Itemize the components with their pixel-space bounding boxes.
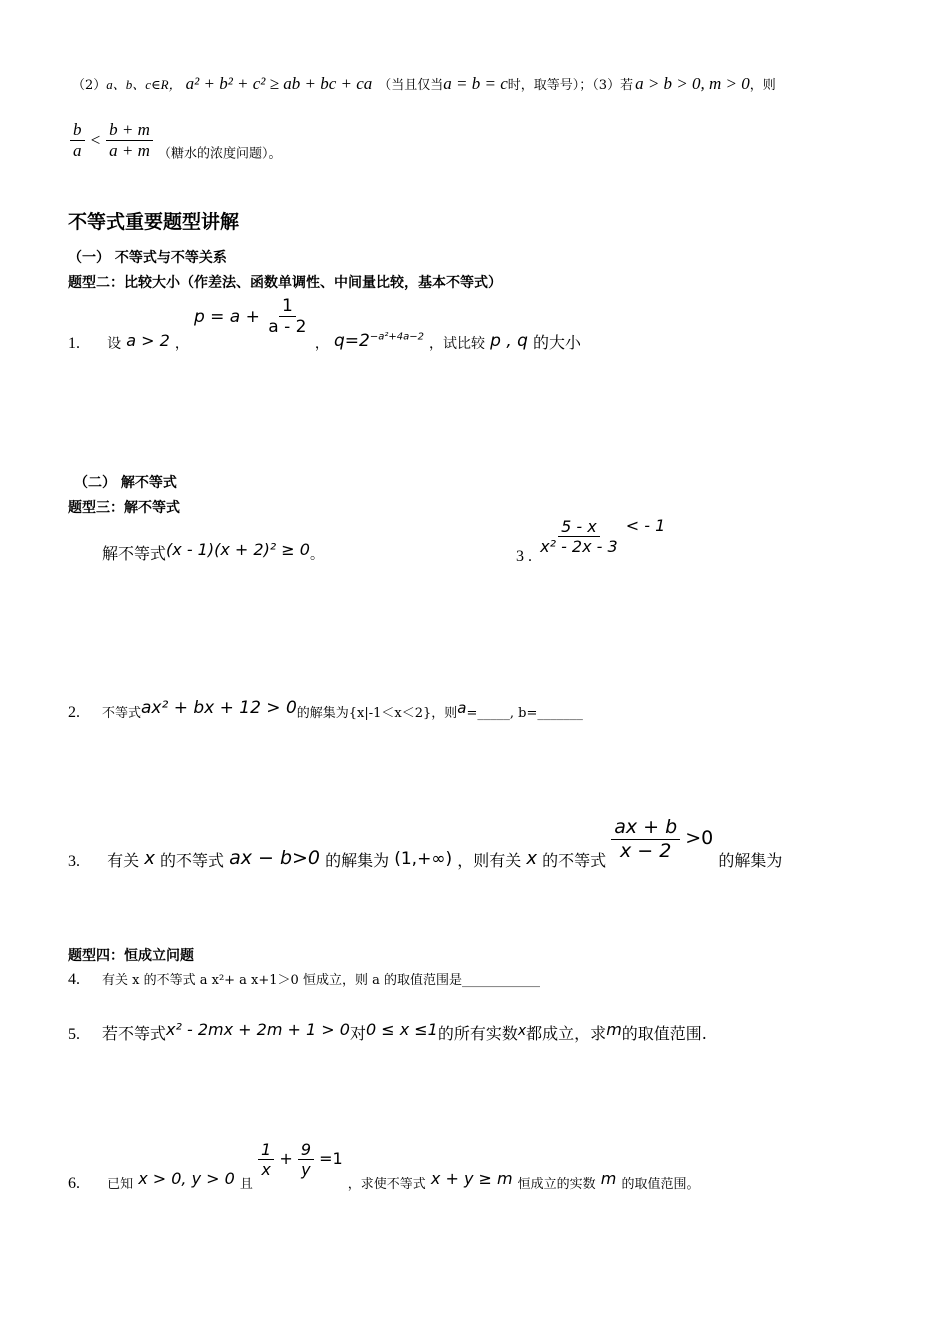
item2-note2: 时，取等号）；（3）若	[507, 78, 634, 93]
condition-a-gt-2: a > 2	[126, 330, 170, 350]
section-title: 不等式重要题型讲解	[68, 211, 240, 233]
fraction-5-minus-x: $\frac{5 - x}{\text{x² - 2x - 3}}$	[540, 516, 618, 556]
sugar-water-note: （糖水的浓度问题）。	[158, 146, 282, 162]
item3-then: ，则	[749, 78, 776, 93]
question-2: 2. 不等式ax² + bx + 12 > 0的解集为{x|-1＜x＜2}，则a=_____, b=_______	[68, 698, 583, 721]
expression-product: (x - 1)(x + 2)² ≥ 0	[166, 540, 310, 559]
fraction-9-over-y: $\frac{9}{y}$	[298, 1140, 314, 1179]
part2-heading: （二） 解不等式	[74, 475, 177, 491]
expression-quadratic: ax² + bx + 12 > 0	[141, 698, 297, 718]
item3-condition: a > b > 0, m > 0	[635, 74, 750, 93]
fraction-axb-over-x2: $\frac{ax + b}{x - 2}$	[611, 816, 680, 863]
question-number: 5.	[68, 1026, 80, 1043]
fraction-b-over-a: $\frac{b}{a}$	[70, 120, 85, 162]
question-number: 2.	[68, 704, 80, 721]
line-item2-3	[72, 74, 776, 94]
expression-quadratic-m: x² - 2mx + 2m + 1 > 0	[166, 1020, 350, 1039]
item2-label: （2）	[72, 78, 107, 93]
part1-heading: （一） 不等式与不等关系	[68, 250, 227, 266]
question-number: 1.	[68, 334, 80, 352]
question-4: 4. 有关 x 的不等式 a x²+ a x+1＞0 恒成立，则 a 的取值范围是____________	[68, 971, 540, 988]
line-sugar-water	[70, 120, 282, 162]
fraction-bm-over-am: $\frac{b + m}{a + m}$	[106, 120, 153, 162]
type3-heading: 题型三：解不等式	[68, 500, 180, 516]
expression-x-plus-y: x + y ≥ m	[430, 1169, 513, 1189]
question-number: 4.	[68, 971, 80, 988]
expression-ax-minus-b: ax − b>0	[229, 846, 321, 869]
item2-vars: a、b、c∈R，	[106, 77, 182, 92]
fraction-1-over-x: $\frac{1}{x}$	[258, 1140, 274, 1179]
p-definition: p = a + $\frac{1}{a - 2}$	[193, 296, 307, 338]
range-x: 0 ≤ x ≤1	[365, 1020, 438, 1039]
interval: (1,+∞)	[394, 848, 453, 869]
question-number: 6.	[68, 1175, 80, 1193]
type2-heading: 题型二：比较大小（作差法、函数单调性、中间量比较，基本不等式）	[68, 275, 502, 291]
solve-inequality-1: 解不等式(x - 1)(x + 2)² ≥ 0。	[102, 540, 324, 563]
less-than: <	[89, 130, 102, 150]
type4-heading: 题型四：恒成立问题	[68, 948, 194, 964]
question-6: 6. $_{已知}$ x > 0, y > 0 $_且$ $\frac{1}{x}$ + $\frac{9}{y}$ =1 $_{,求使不等式}$ x + y ≥ m $_{恒成立的实数}$ m $_{的取值范围。}$	[68, 1140, 700, 1193]
solve-inequality-3: 3 . $\frac{5 - x}{\text{x² - 2x - 3}}$ < - 1	[516, 516, 666, 565]
question-number: 3.	[68, 852, 80, 870]
item2-equality: a = b = c	[443, 74, 508, 93]
item2-note: （当且仅当	[378, 78, 444, 93]
condition-positive: x > 0, y > 0	[138, 1169, 235, 1189]
question-3: 3. 有关 x 的不等式 ax − b>0 的解集为 (1,+∞) ，则有关 x 的不等式 $\frac{ax + b}{x - 2}$ >0 的解集为	[68, 816, 783, 870]
question-5: 5. 若不等式x² - 2mx + 2m + 1 > 0对0 ≤ x ≤1的所有实数x都成立，求m的取值范围.	[68, 1020, 707, 1043]
q-definition: $q=2^{-a^2+4a-2}$	[333, 330, 424, 351]
item2-inequality: a² + b² + c² ≥ ab + bc + ca	[185, 74, 373, 93]
question-1: 1. 设 a > 2 ， p = a + $\frac{1}{a - 2}$ ， $q=2^{-a^2+4a-2}$ ，试比较 p , q 的大小	[68, 296, 582, 352]
